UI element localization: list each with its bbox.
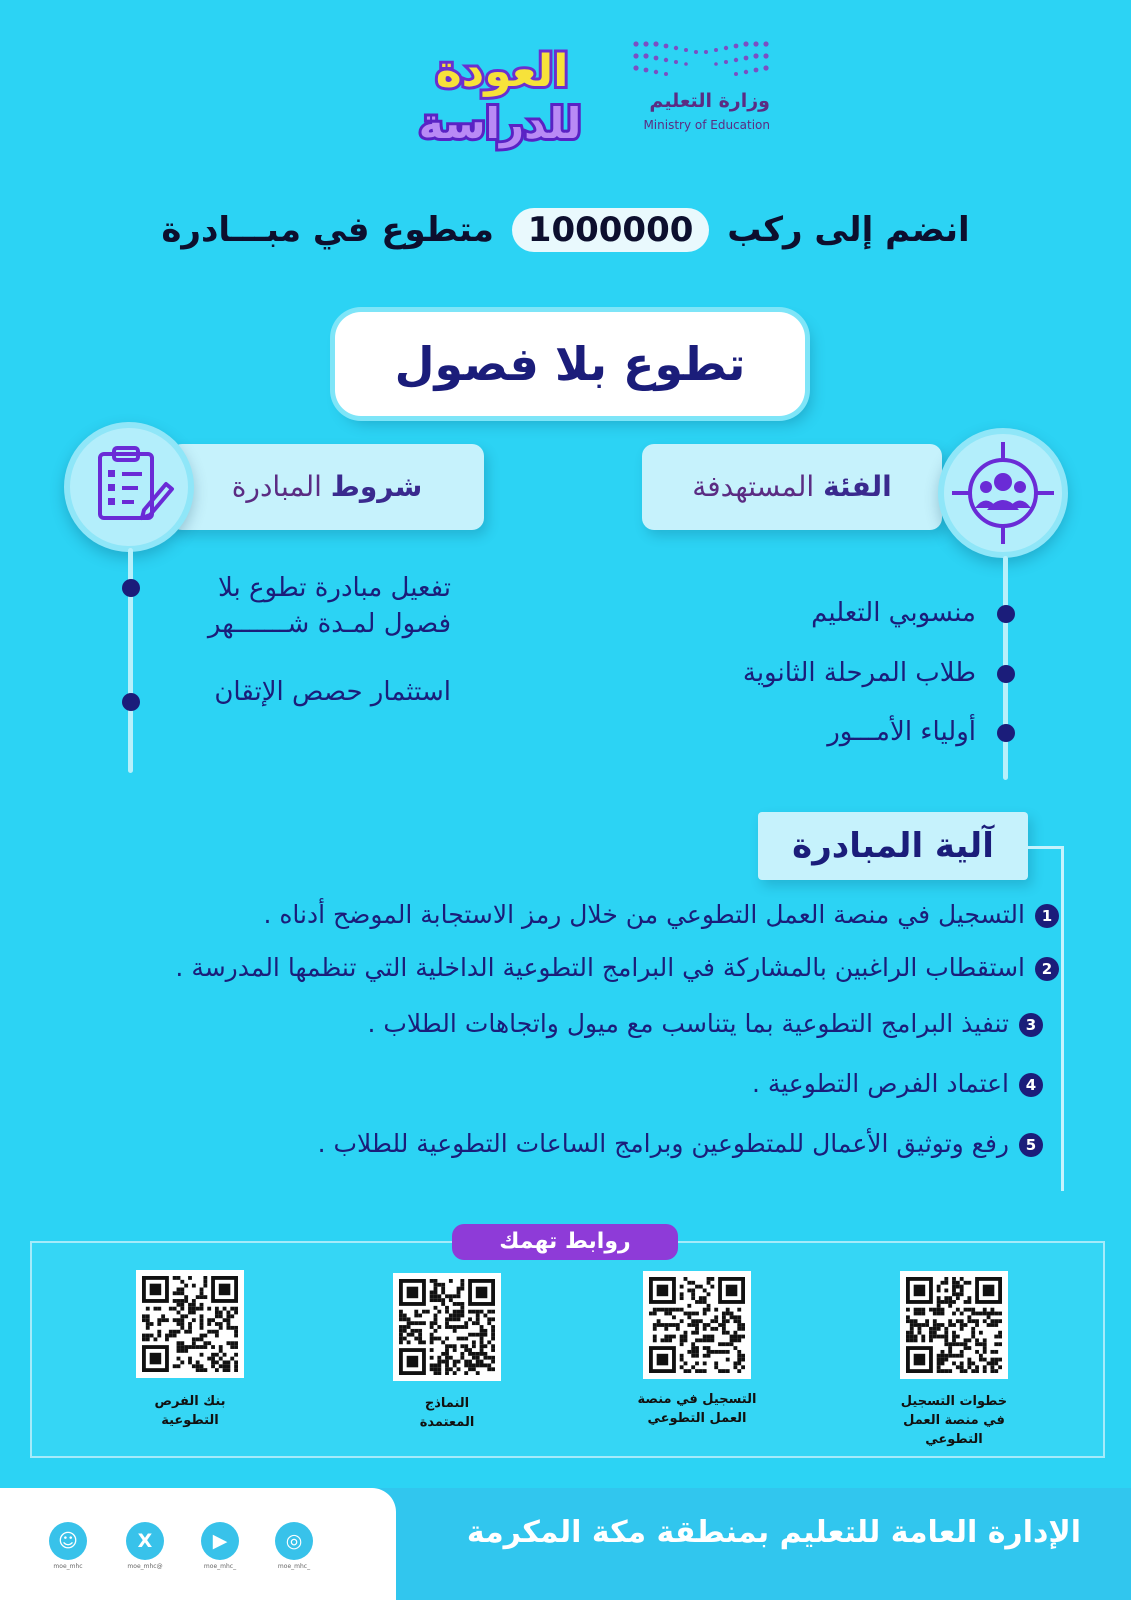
qr-code-volunteer-platform[interactable] bbox=[643, 1271, 751, 1379]
footer-org-name: الإدارة العامة للتعليم بمنطقة مكة المكرمة bbox=[466, 1515, 1081, 1550]
volunteer-count: 1000000 bbox=[512, 208, 710, 252]
conditions-label-rest: المبادرة bbox=[231, 470, 322, 503]
target-group-label-rest: المستهدفة bbox=[692, 470, 815, 503]
mechanism-step-4 bbox=[752, 1069, 1043, 1098]
youtube-icon: ▶ bbox=[201, 1522, 239, 1560]
qr-label-line: العمل التطوعي bbox=[647, 1411, 747, 1426]
headline-after: متطوع في مبـــادرة bbox=[161, 210, 494, 250]
social-youtube[interactable] bbox=[201, 1522, 239, 1570]
step-text: استقطاب الراغبين بالمشاركة في البرامج التطوعية الداخلية التي تنظمها المدرسة . bbox=[175, 953, 1025, 982]
step-number-badge: 5 bbox=[1019, 1133, 1043, 1157]
mechanism-step-5 bbox=[318, 1129, 1043, 1158]
social-instagram[interactable] bbox=[275, 1522, 313, 1570]
qr-label-line: المعتمدة bbox=[419, 1415, 475, 1430]
back-to-school-logo bbox=[412, 34, 592, 154]
mechanism-connector bbox=[1028, 846, 1064, 849]
moe-name-ar: وزارة التعليم bbox=[649, 90, 770, 112]
qr-label-volunteer-platform bbox=[622, 1390, 772, 1428]
logo-line2: للدراسة bbox=[418, 99, 582, 148]
step-number-badge: 3 bbox=[1019, 1013, 1043, 1037]
condition-item-1 bbox=[208, 570, 451, 642]
target-item-2: طلاب المرحلة الثانوية bbox=[742, 658, 976, 688]
conditions-icon-circle bbox=[64, 422, 194, 552]
moe-logo bbox=[620, 38, 770, 138]
qr-code-approved-forms[interactable] bbox=[393, 1273, 501, 1381]
clipboard-pencil-icon bbox=[70, 428, 188, 546]
mechanism-line bbox=[1061, 846, 1064, 1191]
snapchat-icon: ☺ bbox=[49, 1522, 87, 1560]
qr-label-opportunities-bank bbox=[115, 1392, 265, 1430]
target-group-label bbox=[642, 444, 942, 530]
mechanism-step-3 bbox=[367, 1009, 1043, 1038]
social-handle: _moe_mhc bbox=[203, 1563, 237, 1570]
target-group-label-bold: الفئة bbox=[823, 470, 892, 503]
qr-label-line: التطوعية bbox=[161, 1413, 219, 1428]
mechanism-step-1 bbox=[263, 900, 1059, 929]
qr-code-icon bbox=[142, 1276, 238, 1372]
qr-code-icon bbox=[906, 1277, 1002, 1373]
initiative-title: تطوع بلا فصول bbox=[335, 312, 805, 416]
target-people-icon bbox=[944, 434, 1062, 552]
qr-label-line: بنك الفرص bbox=[154, 1394, 226, 1409]
condition-item-2: استثمار حصص الإتقان bbox=[214, 677, 451, 707]
step-text: تنفيذ البرامج التطوعية بما يتناسب مع ميول واتجاهات الطلاب . bbox=[367, 1009, 1009, 1038]
conditions-label bbox=[170, 444, 484, 530]
qr-label-line: النماذج bbox=[424, 1396, 470, 1411]
condition-item-1-line1: تفعيل مبادرة تطوع بلا bbox=[218, 573, 451, 603]
logo-line1: العودة bbox=[435, 46, 569, 97]
headline bbox=[0, 208, 1131, 252]
instagram-icon: ◎ bbox=[275, 1522, 313, 1560]
bullet-dot bbox=[997, 605, 1015, 623]
qr-code-opportunities-bank[interactable] bbox=[136, 1270, 244, 1378]
conditions-label-bold: شروط bbox=[330, 470, 423, 503]
step-text: التسجيل في منصة العمل التطوعي من خلال رمز الاستجابة الموضح أدناه . bbox=[263, 900, 1025, 929]
qr-code-icon bbox=[649, 1277, 745, 1373]
bullet-dot bbox=[997, 724, 1015, 742]
step-number-badge: 2 bbox=[1035, 957, 1059, 981]
mechanism-label: آلية المبادرة bbox=[758, 812, 1028, 880]
target-icon-circle bbox=[938, 428, 1068, 558]
qr-code-icon bbox=[399, 1279, 495, 1375]
social-snapchat[interactable] bbox=[49, 1522, 87, 1570]
qr-code-registration-steps[interactable] bbox=[900, 1271, 1008, 1379]
step-number-badge: 4 bbox=[1019, 1073, 1043, 1097]
bullet-dot bbox=[122, 579, 140, 597]
condition-item-1-line2: فصول لمـدة شـــــــهر bbox=[207, 609, 451, 639]
headline-before: انضم إلى ركب bbox=[727, 210, 970, 250]
qr-label-line: خطوات التسجيل bbox=[900, 1394, 1008, 1409]
step-text: رفع وتوثيق الأعمال للمتطوعين وبرامج الساعات التطوعية للطلاب . bbox=[317, 1129, 1009, 1158]
qr-label-line: التطوعي bbox=[925, 1432, 983, 1447]
moe-dots-icon bbox=[630, 38, 770, 80]
moe-name-en: Ministry of Education bbox=[643, 118, 770, 132]
social-x[interactable] bbox=[126, 1522, 164, 1570]
links-title: روابط تهمك bbox=[452, 1224, 678, 1260]
social-handle: moe_mhc bbox=[53, 1563, 83, 1570]
target-item-1: منسوبي التعليم bbox=[811, 598, 976, 628]
step-text: اعتماد الفرص التطوعية . bbox=[751, 1069, 1009, 1098]
bullet-dot bbox=[122, 693, 140, 711]
qr-label-approved-forms bbox=[372, 1394, 522, 1432]
bullet-dot bbox=[997, 665, 1015, 683]
qr-label-line: في منصة العمل bbox=[903, 1413, 1005, 1428]
social-handle: _moe_mhc bbox=[277, 1563, 311, 1570]
step-number-badge: 1 bbox=[1035, 904, 1059, 928]
x-icon: X bbox=[126, 1522, 164, 1560]
mechanism-step-2 bbox=[175, 953, 1059, 982]
qr-label-line: التسجيل في منصة bbox=[637, 1392, 757, 1407]
qr-label-registration-steps bbox=[879, 1392, 1029, 1449]
target-item-3: أولياء الأمـــور bbox=[827, 717, 976, 747]
social-handle: @moe_mhc bbox=[127, 1563, 163, 1570]
